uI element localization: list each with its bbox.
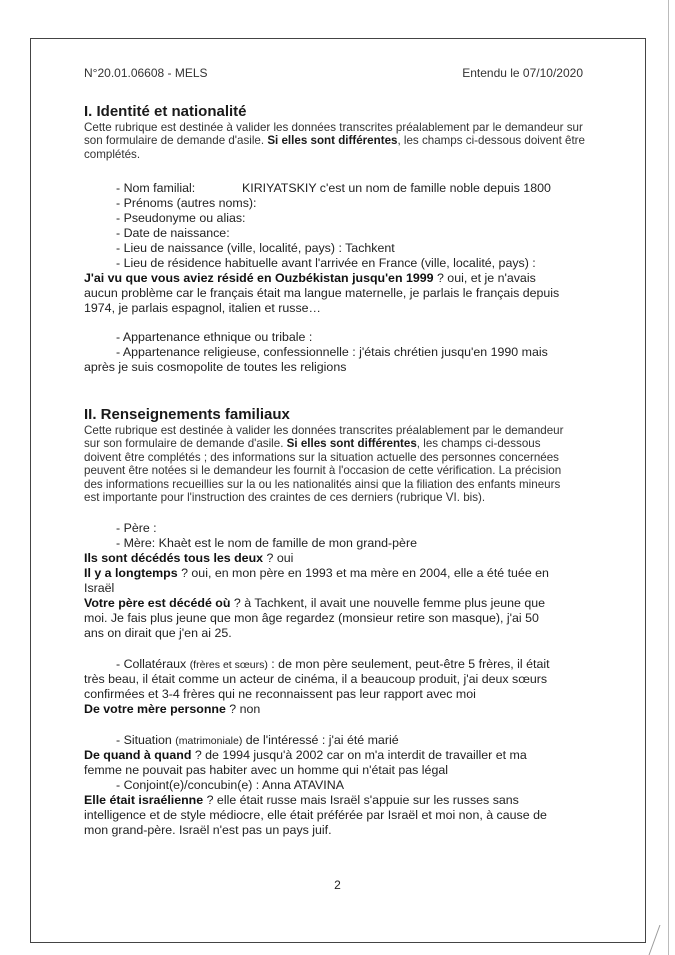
- ouzbekistan-answer-line3: 1974, je parlais espagnol, italien et russe…: [84, 301, 321, 315]
- mere-personne-question: De votre mère personne: [84, 702, 226, 716]
- prenoms-line: - Prénoms (autres noms):: [116, 196, 257, 210]
- lieu-residence-line: - Lieu de résidence habituelle avant l'arrivée en France (ville, localité, pays) :: [116, 256, 536, 270]
- section2-intro: [84, 424, 604, 504]
- situation-line: - Situation (matrimoniale) de l'intéressé : j'ai été marié: [116, 733, 399, 747]
- section2-intro-line: est importante pour l'instruction des craintes de ces derniers (rubrique VI. bis).: [84, 491, 486, 505]
- section1-title: I. Identité et nationalité: [84, 103, 247, 120]
- section2-intro-line: Cette rubrique est destinée à valider les données transcrites préalablement par le demandeur: [84, 424, 564, 437]
- quand-answer: ? de 1994 jusqu'à 2002 car on m'a interdit de travailler et ma: [191, 748, 527, 762]
- israel-question: Elle était israélienne: [84, 793, 204, 807]
- pere-ou-line1: [84, 596, 545, 610]
- section2-intro-line: des informations recueillies sur la ou les nationalités ainsi que la filiation des enfants mineurs: [84, 477, 561, 491]
- quand-line1: [84, 748, 527, 762]
- pere-ou-question: Votre père est décédé où: [84, 596, 231, 610]
- section2-intro-line: sur son formulaire de demande d'asile. Si elles sont différentes, les champs ci-dessous: [84, 437, 541, 451]
- ouzbekistan-answer-line1: [84, 271, 536, 285]
- pere-line: - Père :: [116, 521, 157, 535]
- israel-line1: [84, 793, 519, 807]
- israel-line2: intelligence et de style médiocre, elle était préférée par Israël et moi non, à cause de: [84, 808, 547, 822]
- nom-familial-value: KIRIYATSKIY c'est un nom de famille noble depuis 1800: [242, 181, 551, 195]
- scan-corner-mark: [649, 925, 675, 955]
- religieuse-line1: - Appartenance religieuse, confessionnelle : j'étais chrétien jusqu'en 1990 mais: [116, 345, 548, 359]
- collateraux-line2: très beau, il était comme un acteur de cinéma, il a beaucoup produit, j'ai deux sœurs: [84, 672, 548, 686]
- section2-title: II. Renseignements familiaux: [84, 406, 290, 423]
- date-naissance-line: - Date de naissance:: [116, 226, 230, 240]
- israel-answer: ? elle était russe mais Israël s'appuie sur les russes sans: [203, 793, 519, 807]
- section2-intro-line: peuvent être notées si le demandeur les fournit à l'occasion de cette vérification. La précision: [84, 464, 562, 478]
- scan-edge-line: [668, 0, 669, 955]
- mere-personne-line: [84, 702, 260, 716]
- longtemps-answer: ? oui, en mon père en 1993 et ma mère en 2004, elle a été tuée en: [177, 566, 549, 580]
- mere-line: - Mère: Khaèt est le nom de famille de mon grand-père: [116, 536, 417, 550]
- longtemps-line1: [84, 566, 549, 580]
- decedes-line: [84, 551, 293, 565]
- section1-intro-bold: Si elles sont différentes: [267, 134, 398, 148]
- lieu-naissance-line: - Lieu de naissance (ville, localité, pays) : Tachkent: [116, 241, 395, 255]
- heard-date: Entendu le 07/10/2020: [462, 66, 583, 80]
- mere-personne-answer: ? non: [225, 702, 261, 716]
- longtemps-line2: Israël: [84, 581, 115, 595]
- pere-ou-answer: ? à Tachkent, il avait une nouvelle femme plus jeune que: [230, 596, 546, 610]
- decedes-answer: ? oui: [263, 551, 294, 565]
- pseudonyme-line: - Pseudonyme ou alias:: [116, 211, 246, 225]
- quand-question: De quand à quand: [84, 748, 192, 762]
- page-number: 2: [334, 878, 341, 892]
- pere-ou-line3: ans on dirait que j'en ai 25.: [84, 626, 232, 640]
- ouzbekistan-answer-line2: aucun problème car le français était ma langue maternelle, je parlais le français depuis: [84, 286, 560, 300]
- section1-intro-text-end: , les champs ci-dessous doivent être complétés.: [84, 134, 585, 161]
- ethnique-line: - Appartenance ethnique ou tribale :: [116, 330, 313, 344]
- decedes-question: Ils sont décédés tous les deux: [84, 551, 264, 565]
- section1-intro: [84, 121, 604, 161]
- longtemps-question: Il y a longtemps: [84, 566, 178, 580]
- ouzbekistan-answer: ? oui, et je n'avais: [433, 271, 536, 285]
- pere-ou-line2: moi. Je fais plus jeune que mon âge regardez (monsieur retire son masque), j'ai 50: [84, 611, 539, 625]
- israel-line3: mon grand-père. Israël n'est pas un pays juif.: [84, 823, 332, 837]
- collateraux-line1: - Collatéraux (frères et sœurs) : de mon père seulement, peut-être 5 frères, il était: [116, 657, 550, 671]
- section2-intro-line: doivent être complétés ; des informations sur la situation actuelle des personnes concernées: [84, 450, 559, 464]
- collateraux-line3: confirmées et 3-4 frères qui ne reconnaissent pas leur rapport avec moi: [84, 687, 476, 701]
- religieuse-line2: après je suis cosmopolite de toutes les religions: [84, 360, 347, 374]
- nom-familial-label: - Nom familial:: [116, 181, 196, 195]
- reference-number: N°20.01.06608 - MELS: [84, 66, 208, 80]
- quand-line2: femme ne pouvait pas habiter avec un homme qui n'était pas légal: [84, 763, 448, 777]
- section1-intro-text: Cette rubrique est destinée à valider les données transcrites préalablement par le demandeur sur son formulaire de demande d'asile.: [84, 121, 583, 148]
- conjoint-line: - Conjoint(e)/concubin(e) : Anna ATAVINA: [116, 778, 344, 792]
- ouzbekistan-question: J'ai vu que vous aviez résidé en Ouzbékistan jusqu'en 1999: [84, 271, 434, 285]
